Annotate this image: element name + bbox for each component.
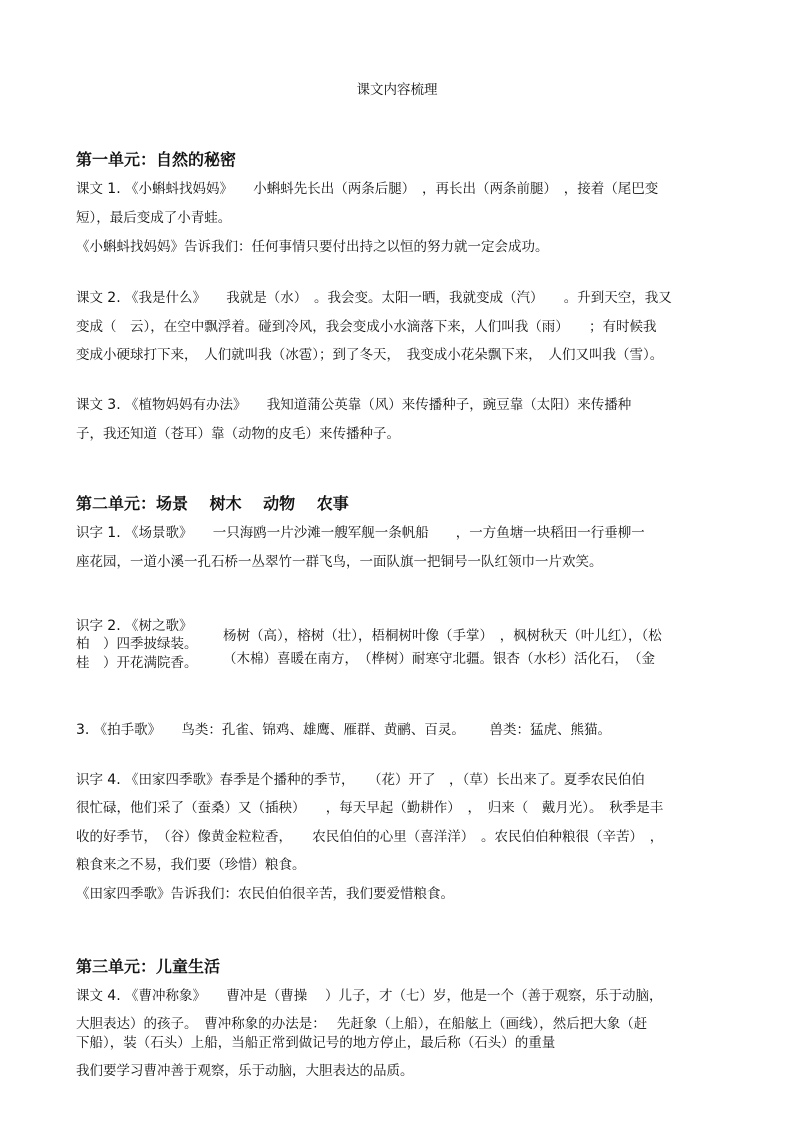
unit2-line8: 很忙碌，他们采了（蚕桑）又（插秧） ，每天早起（勤耕作） ， 归来（ 戴月光）。 秋季是丰	[76, 800, 664, 816]
unit2-line4-left: 柏 ）四季披绿装。	[76, 636, 198, 652]
page-title: 课文内容梳理	[356, 82, 438, 98]
unit2-line4-right: （木棉）喜暖在南方， （桦树）耐寒守北疆。银杏（水杉）活化石， （金	[223, 651, 655, 667]
lesson-label: 识字	[76, 618, 103, 634]
lesson-label: 课文	[76, 290, 103, 306]
lesson-number: 3.	[76, 722, 90, 738]
unit1-heading: 第一单元：自然的秘密	[76, 150, 237, 169]
unit1-line2: 短），最后变成了小青蛙。	[76, 210, 232, 226]
unit2-line11: 《田家四季歌》告诉我们：农民伯伯很辛苦，我们要爱惜粮食。	[76, 886, 454, 902]
unit2-line6	[76, 721, 611, 739]
lesson-label: 识字	[76, 525, 103, 541]
unit2-line1	[76, 524, 645, 542]
unit1-line8: 子，我还知道（苍耳）靠（动物的皮毛）来传播种子。	[76, 426, 400, 442]
lesson-number: 1.	[107, 181, 121, 197]
unit1-line1	[76, 180, 658, 198]
unit2-line9: 收的好季节， （谷）像黄金粒粒香， 农民伯伯的心里（喜洋洋） 。农民伯伯种粮很（辛苦） ，	[76, 829, 664, 845]
unit2-line2: 座花园，一道小溪一孔石桥一丛翠竹一群飞鸟，一面队旗一把铜号一队红领巾一片欢笑。	[76, 554, 603, 570]
lesson-number: 1.	[107, 525, 121, 541]
unit1-line7	[76, 396, 631, 414]
lesson-number: 3.	[107, 397, 121, 413]
unit1-line5: 变成（ 云），在空中飘浮着。碰到冷风，我会变成小水滴落下来，人们叫我（雨） ；有时候我	[76, 319, 657, 335]
unit2-line3	[76, 617, 192, 635]
unit3-heading: 第三单元：儿童生活	[76, 957, 221, 976]
lesson-number: 4.	[107, 988, 121, 1004]
unit2-heading: 第二单元：场景 树木 动物 农事	[76, 494, 349, 513]
unit2-line5-left: 桂 ）开花满院香。	[76, 655, 198, 671]
lesson-number: 2.	[107, 618, 121, 634]
unit3-line4: 我们要学习曹冲善于观察，乐于动脑，大胆表达的品质。	[76, 1063, 414, 1079]
lesson-label: 课文	[76, 181, 103, 197]
unit3-line3: 下船），装（石头）上船，当船正常到做记号的地方停止，最后称（石头）的重量	[76, 1035, 556, 1051]
lesson-number: 2.	[107, 290, 121, 306]
lesson-text: 《小蝌蚪找妈妈》 小蝌蚪先长出（两条后腿） ，再长出（两条前腿） ，接着（尾巴变	[124, 181, 659, 197]
unit1-line3: 《小蝌蚪找妈妈》告诉我们：任何事情只要付出持之以恒的努力就一定会成功。	[76, 239, 549, 255]
lesson-text: 《拍手歌》 鸟类：孔雀、锦鸡、雄鹰、雁群、黄鹂、百灵。 兽类：猛虎、熊猫。	[93, 722, 611, 738]
unit1-line4	[76, 289, 672, 307]
lesson-text: 《曹冲称象》 曹冲是（曹操 ）儿子，才（七）岁，他是一个（善于观察，乐于动脑，	[124, 988, 663, 1004]
lesson-text: 《我是什么》 我就是（水） 。我会变。太阳一晒，我就变成（汽） 。升到天空，我又	[124, 290, 672, 306]
lesson-text: 《场景歌》 一只海鸥一片沙滩一艘军舰一条帆船 ，一方鱼塘一块稻田一行垂柳一	[124, 525, 645, 541]
lesson-label: 识字	[76, 772, 103, 788]
lesson-text: 《树之歌》	[124, 618, 193, 634]
unit2-line10: 粮食来之不易，我们要（珍惜）粮食。	[76, 857, 306, 873]
unit2-line3-right: 杨树（高），榕树（壮），梧桐树叶像（手掌） ，枫树秋天（叶儿红），（松	[223, 628, 662, 644]
lesson-text: 《植物妈妈有办法》 我知道蒲公英靠（风）来传播种子，豌豆靠（太阳）来传播种	[124, 397, 632, 413]
unit1-line6: 变成小硬球打下来， 人们就叫我（冰雹）；到了冬天， 我变成小花朵飘下来， 人们又叫我（雪）。	[76, 347, 664, 363]
lesson-text: 《田家四季歌》春季是个播种的季节， （花）开了 ，（草）长出来了。夏季农民伯伯	[124, 772, 645, 788]
lesson-label: 课文	[76, 397, 103, 413]
unit2-line7	[76, 771, 645, 789]
unit3-line2: 大胆表达）的孩子。 曹冲称象的办法是： 先赶象（上船），在船舷上（画线），然后把大象（赶	[76, 1016, 648, 1032]
unit3-line1	[76, 987, 663, 1005]
lesson-label: 课文	[76, 988, 103, 1004]
lesson-number: 4.	[107, 772, 121, 788]
